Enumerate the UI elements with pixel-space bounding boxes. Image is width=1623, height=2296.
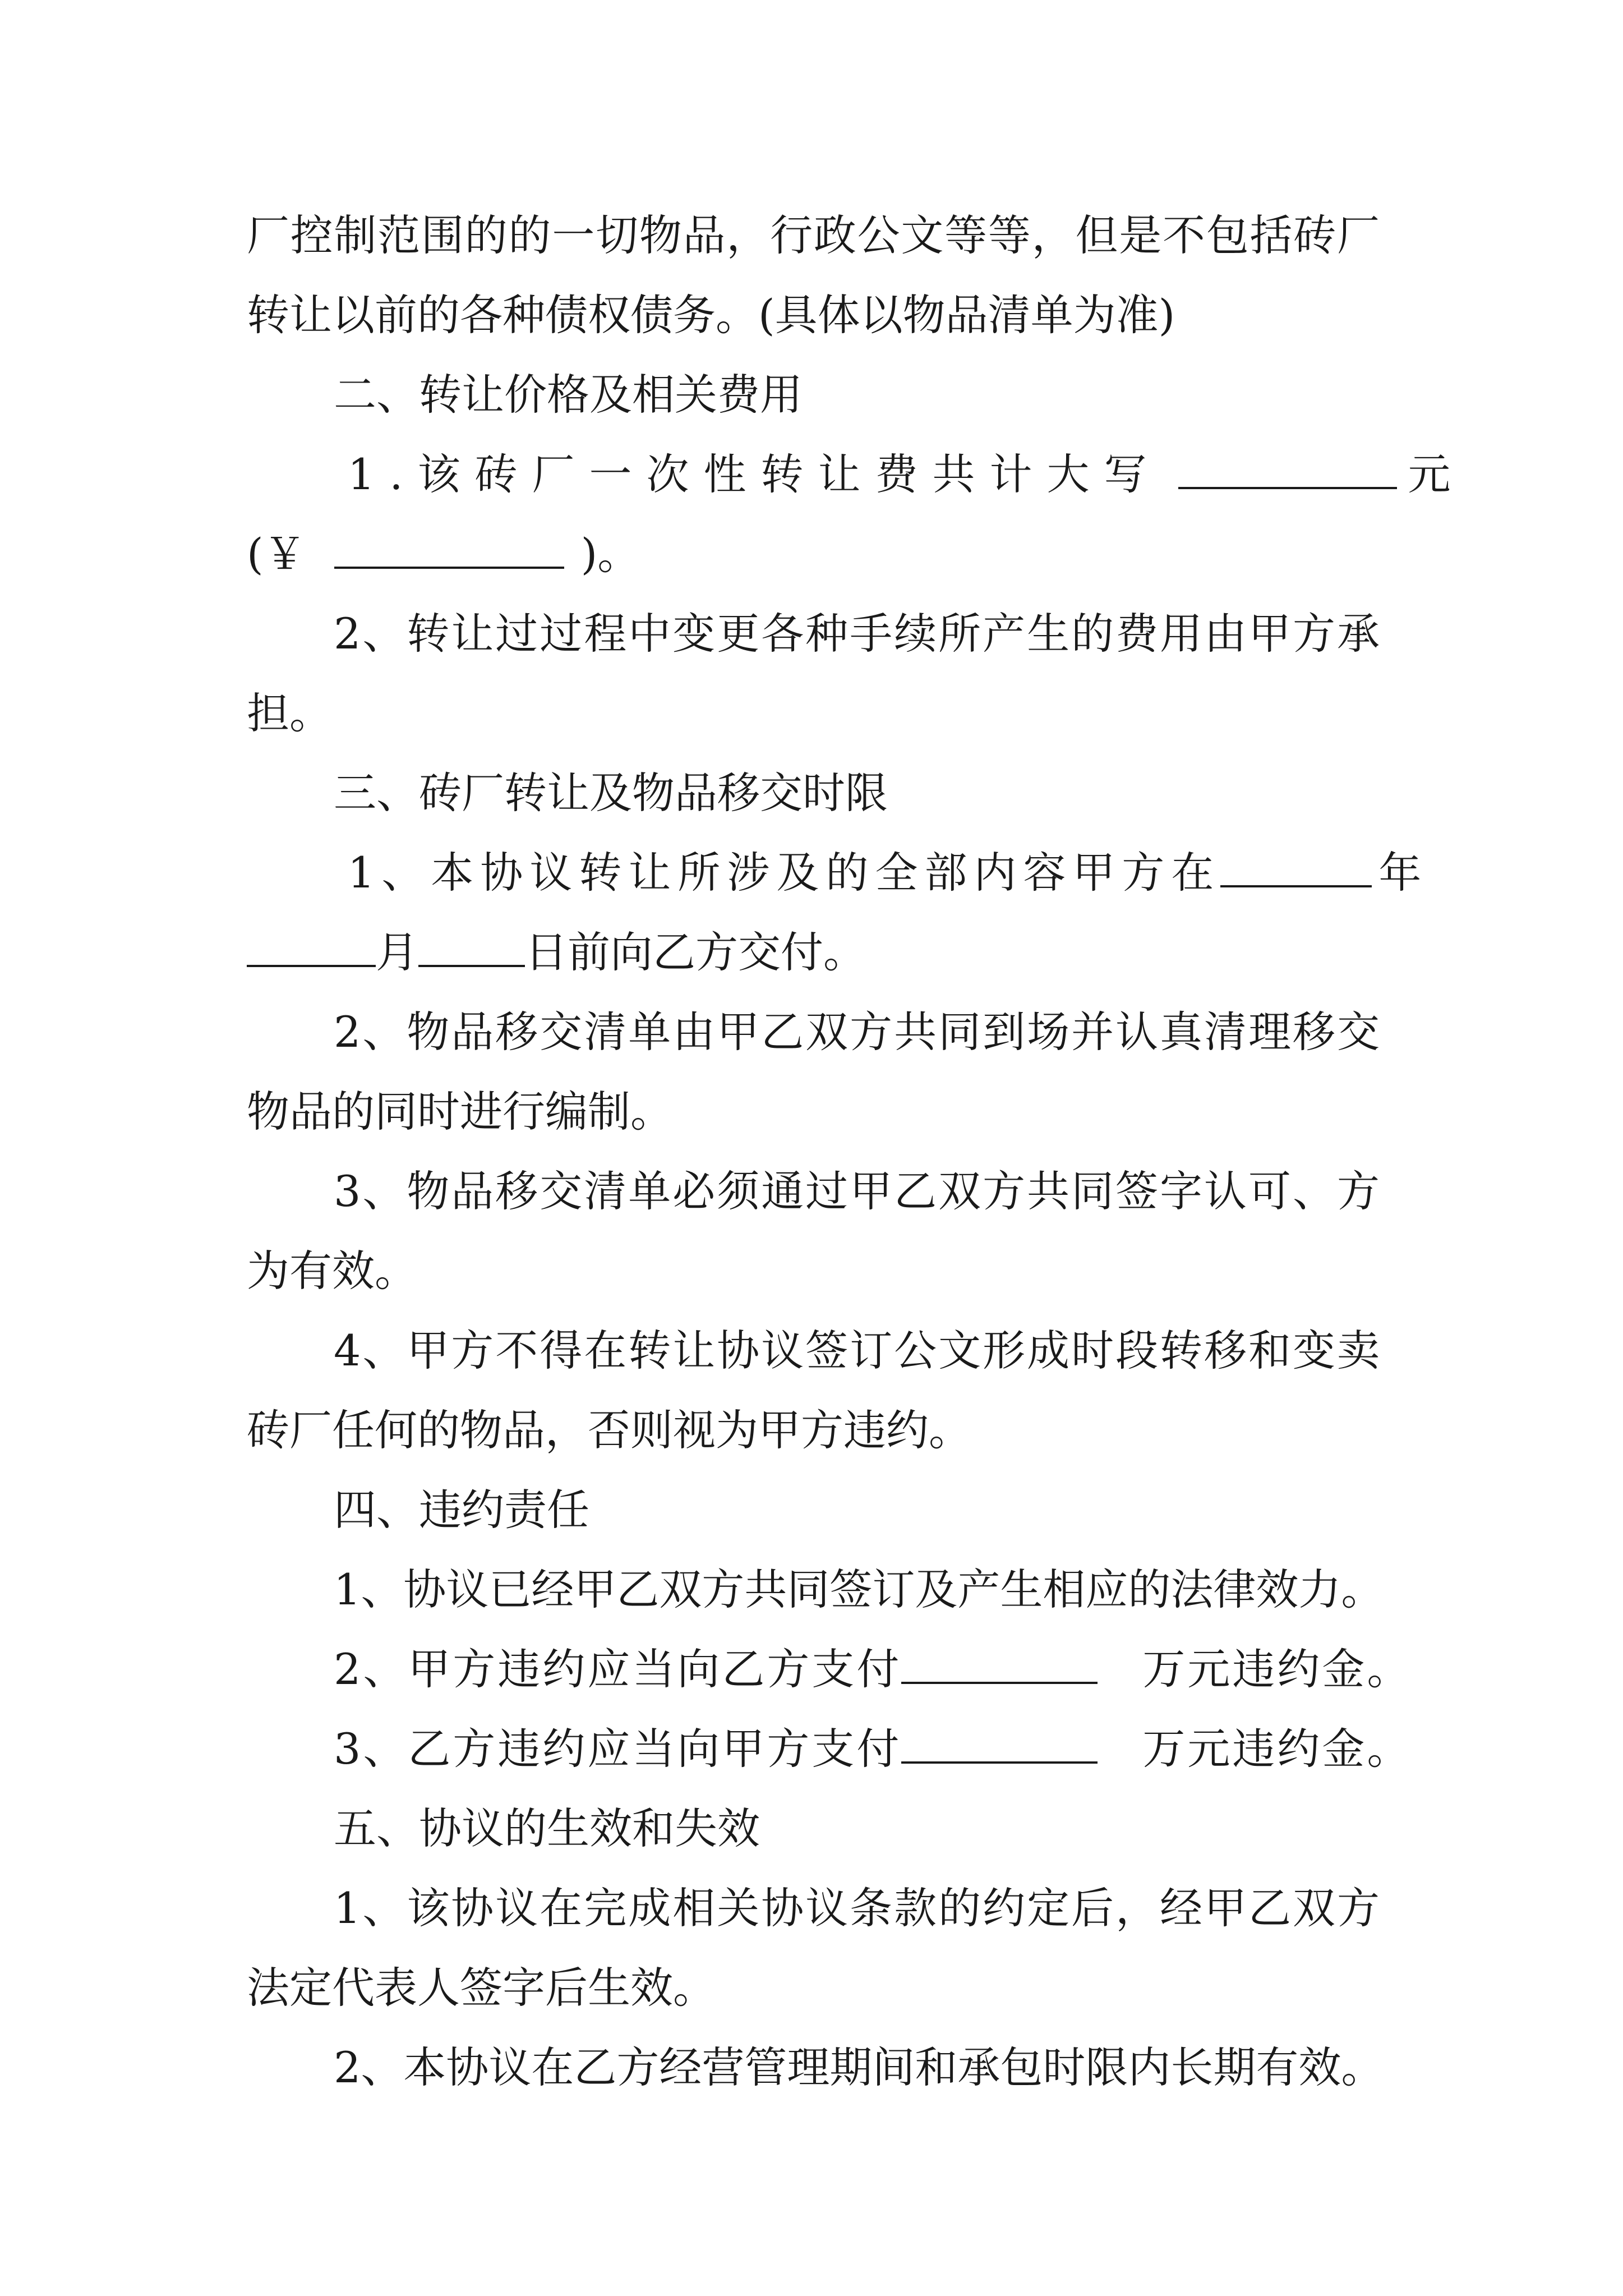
paragraph-line: 1、协议已经甲乙双方共同签订及产生相应的法律效力。 (334, 1565, 1384, 1614)
clause-text: 1.该砖厂一次性转让费共计大写 (348, 449, 1161, 499)
month-label: 月 (376, 927, 418, 977)
amount-figure-blank (334, 530, 564, 569)
clause-text: 3、乙方违约应当向甲方支付 (334, 1724, 902, 1774)
currency-close: )。 (580, 529, 640, 579)
amount-words-blank (1178, 450, 1397, 489)
paragraph-line: 2、物品移交清单由甲乙双方共同到场并认真清理移交 (334, 1007, 1380, 1057)
paragraph-line (247, 922, 1380, 983)
paragraph-line: 转让以前的各种债权债务。(具体以物品清单为准) (247, 290, 1175, 340)
day-blank (418, 928, 525, 967)
year-blank (1220, 848, 1372, 887)
paragraph-line: 为有效。 (247, 1246, 417, 1296)
paragraph-line: 2、本协议在乙方经营管理期间和承包时限内长期有效。 (334, 2042, 1384, 2092)
paragraph-line: 2、转让过过程中变更各种手续所产生的费用由甲方承 (334, 609, 1380, 659)
clause-text: 2、甲方违约应当向乙方支付 (334, 1644, 902, 1694)
penalty-unit: 万元违约金。 (1142, 1724, 1412, 1774)
section-heading: 四、违约责任 (334, 1485, 589, 1535)
clause-text: 1、本协议转让所涉及的全部内容甲方在 (348, 848, 1221, 898)
paragraph-line: 4、甲方不得在转让协议签订公文形成时段转移和变卖 (334, 1326, 1380, 1375)
penalty-b-blank (901, 1724, 1098, 1764)
month-blank (247, 928, 376, 967)
paragraph-line: 担。 (247, 688, 332, 738)
paragraph-line: 法定代表人签字后生效。 (247, 1963, 716, 2013)
clause-text: 日前向乙方交付。 (525, 927, 866, 977)
section-heading: 三、砖厂转让及物品移交时限 (334, 768, 888, 818)
currency-open: (￥ (247, 529, 306, 579)
paragraph-line: 厂控制范围的的一切物品，行政公文等等，但是不包括砖厂 (247, 210, 1380, 260)
paragraph-line (348, 842, 1422, 904)
paragraph-line (247, 523, 1380, 585)
section-heading: 五、协议的生效和失效 (334, 1803, 760, 1853)
unit-text: 元 (1408, 449, 1451, 499)
paragraph-line (348, 444, 1451, 505)
paragraph-line (334, 1718, 1412, 1780)
penalty-a-blank (901, 1645, 1098, 1684)
paragraph-line: 3、物品移交清单必须通过甲乙双方共同签字认可、方 (334, 1166, 1380, 1216)
paragraph-line: 1、该协议在完成相关协议条款的约定后，经甲乙双方 (334, 1883, 1380, 1933)
section-heading: 二、转让价格及相关费用 (334, 370, 803, 420)
penalty-unit: 万元违约金。 (1142, 1644, 1412, 1694)
year-label: 年 (1378, 848, 1422, 898)
paragraph-line: 物品的同时进行编制。 (247, 1087, 673, 1137)
paragraph-line: 砖厂任何的物品，否则视为甲方违约。 (247, 1405, 971, 1455)
paragraph-line (334, 1639, 1412, 1700)
